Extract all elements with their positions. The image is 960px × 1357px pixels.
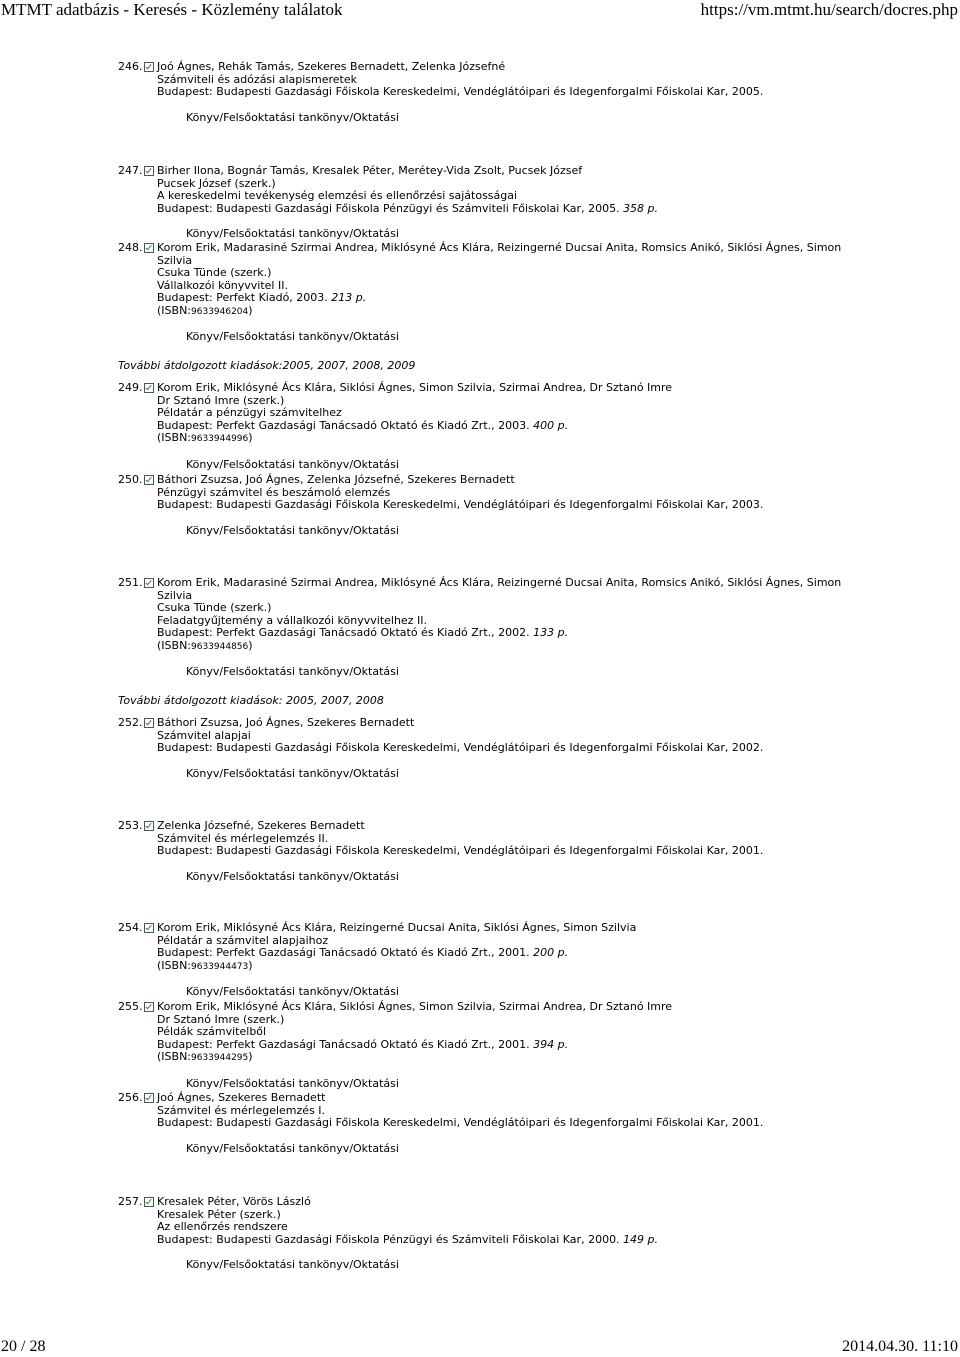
entry-editor: Csuka Tünde (szerk.) <box>157 601 272 614</box>
list-item <box>118 922 938 999</box>
select-checkbox[interactable] <box>144 718 154 728</box>
page-url: https://vm.mtmt.hu/search/docres.php <box>700 0 958 19</box>
list-item <box>118 717 938 780</box>
entry-publisher: Budapest: Perfekt Gazdasági Tanácsadó Oktató és Kiadó Zrt., 2001. <box>157 1037 530 1051</box>
entry-publisher: Budapest: Perfekt Kiadó, 2003. <box>157 291 328 304</box>
select-checkbox[interactable] <box>144 475 154 485</box>
list-item <box>118 242 938 372</box>
list-item <box>118 820 938 883</box>
list-item <box>118 165 938 241</box>
isbn-link[interactable]: 9633944473 <box>191 961 249 972</box>
entry-publisher: Budapest: Budapesti Gazdasági Főiskola Kereskedelmi, Vendéglátóipari és Idegenforgalmi Főiskolai Kar, 2005. <box>157 85 764 98</box>
entry-category: Könyv/Felsőoktatási tankönyv/Oktatási <box>186 523 399 537</box>
select-checkbox[interactable] <box>144 578 154 588</box>
select-checkbox[interactable] <box>144 1093 154 1103</box>
entry-pages: 149 p. <box>623 1232 659 1246</box>
entry-authors: Birher Ilona, Bognár Tamás, Kresalek Péter, Merétey-Vida Zsolt, Pucsek József <box>157 164 583 177</box>
entry-category: Könyv/Felsőoktatási tankönyv/Oktatási <box>186 985 399 998</box>
entry-number: 250. <box>118 473 143 486</box>
isbn-label: (ISBN: <box>157 303 191 317</box>
select-checkbox[interactable] <box>144 383 154 393</box>
list-item <box>118 577 938 707</box>
entry-publisher: Budapest: Budapesti Gazdasági Főiskola Pénzügyi és Számviteli Főiskolai Kar, 2000. <box>157 1232 620 1246</box>
entry-number: 251. <box>118 576 143 589</box>
entry-authors: Korom Erik, Miklósyné Ács Klára, Reizingerné Ducsai Anita, Siklósi Ágnes, Simon Szilvia <box>157 921 637 934</box>
entry-category: Könyv/Felsőoktatási tankönyv/Oktatási <box>186 110 399 124</box>
entry-authors: Báthori Zsuzsa, Joó Ágnes, Zelenka Józsefné, Szekeres Bernadett <box>157 473 515 486</box>
entry-title: Számvitel és mérlegelemzés I. <box>157 1103 326 1117</box>
entry-authors: Korom Erik, Miklósyné Ács Klára, Siklósi Ágnes, Simon Szilvia, Szirmai Andrea, Dr Sztanó Imre <box>157 381 673 394</box>
entry-publisher: Budapest: Budapesti Gazdasági Főiskola Kereskedelmi, Vendéglátóipari és Idegenforgalmi Főiskolai Kar, 2003. <box>157 498 764 511</box>
entry-category: Könyv/Felsőoktatási tankönyv/Oktatási <box>186 1076 399 1090</box>
entry-title: Számvitel alapjai <box>157 728 251 742</box>
isbn-label: (ISBN: <box>157 431 191 444</box>
select-checkbox[interactable] <box>144 243 154 253</box>
select-checkbox[interactable] <box>144 166 154 176</box>
list-item <box>118 1196 938 1272</box>
entry-authors-cont: Szilvia <box>157 253 193 267</box>
isbn-close: ) <box>248 1050 253 1063</box>
isbn-close: ) <box>248 638 253 652</box>
entry-category: Könyv/Felsőoktatási tankönyv/Oktatási <box>186 330 399 343</box>
entry-number: 257. <box>118 1195 143 1208</box>
entry-category: Könyv/Felsőoktatási tankönyv/Oktatási <box>186 457 399 471</box>
entry-number: 246. <box>118 60 143 73</box>
entry-publisher: Budapest: Budapesti Gazdasági Főiskola Kereskedelmi, Vendéglátóipari és Idegenforgalmi Főiskolai Kar, 2001. <box>157 1116 764 1129</box>
select-checkbox[interactable] <box>144 1197 154 1207</box>
entry-title: Példatár a pénzügyi számvitelhez <box>157 406 342 419</box>
page-title: MTMT adatbázis - Keresés - Közlemény találatok <box>1 0 343 19</box>
entry-category: Könyv/Felsőoktatási tankönyv/Oktatási <box>186 227 399 240</box>
isbn-label: (ISBN: <box>157 1050 191 1063</box>
entry-number: 247. <box>118 164 143 177</box>
entry-category: Könyv/Felsőoktatási tankönyv/Oktatási <box>186 665 399 678</box>
entry-title: Vállalkozói könyvvitel II. <box>157 278 288 292</box>
entry-number: 256. <box>118 1091 143 1104</box>
list-item <box>118 1001 938 1090</box>
entry-number: 252. <box>118 716 143 729</box>
isbn-link[interactable]: 9633944996 <box>191 434 249 444</box>
entry-pages: 400 p. <box>533 418 569 432</box>
entry-authors-cont: Szilvia <box>157 588 193 602</box>
entry-number: 255. <box>118 1000 143 1013</box>
entry-pages: 358 p. <box>623 201 659 215</box>
entry-title: Példatár a számvitel alapjaihoz <box>157 933 329 947</box>
further-editions: További átdolgozott kiadások:2005, 2007, 2008, 2009 <box>118 358 416 372</box>
entry-title: Példák számvitelből <box>157 1025 267 1038</box>
entry-pages: 200 p. <box>533 946 569 959</box>
entry-title: Pénzügyi számvitel és beszámoló elemzés <box>157 485 391 499</box>
select-checkbox[interactable] <box>144 62 154 72</box>
print-footer <box>0 1338 960 1357</box>
entry-publisher: Budapest: Perfekt Gazdasági Tanácsadó Oktató és Kiadó Zrt., 2002. <box>157 626 530 639</box>
isbn-close: ) <box>248 431 253 444</box>
entry-publisher: Budapest: Perfekt Gazdasági Tanácsadó Oktató és Kiadó Zrt., 2003. <box>157 418 530 432</box>
entry-number: 249. <box>118 381 143 394</box>
entry-number: 253. <box>118 819 143 832</box>
entry-authors: Joó Ágnes, Szekeres Bernadett <box>157 1091 326 1104</box>
entry-pages: 133 p. <box>533 626 569 639</box>
list-item <box>118 474 938 537</box>
entry-authors: Joó Ágnes, Rehák Tamás, Szekeres Bernadett, Zelenka Józsefné <box>157 60 506 73</box>
entry-publisher: Budapest: Perfekt Gazdasági Tanácsadó Oktató és Kiadó Zrt., 2001. <box>157 946 530 959</box>
isbn-close: ) <box>248 303 253 317</box>
page-counter: 20 / 28 <box>1 1338 46 1355</box>
entry-title: Számviteli és adózási alapismeretek <box>157 72 358 86</box>
entry-authors: Korom Erik, Madarasiné Szirmai Andrea, Miklósyné Ács Klára, Reizingerné Ducsai Anita, Romsics Anikó, Siklósi Ágnes, Simon <box>157 241 842 254</box>
entry-authors: Kresalek Péter, Vörös László <box>157 1195 311 1208</box>
entry-title: Feladatgyűjtemény a vállalkozói könyvvitelhez II. <box>157 613 427 627</box>
entry-number: 254. <box>118 921 143 934</box>
entry-authors: Báthori Zsuzsa, Joó Ágnes, Szekeres Bernadett <box>157 716 415 729</box>
further-editions: További átdolgozott kiadások: 2005, 2007, 2008 <box>118 693 384 707</box>
entry-publisher: Budapest: Budapesti Gazdasági Főiskola Pénzügyi és Számviteli Főiskolai Kar, 2005. <box>157 201 620 215</box>
entry-editor: Kresalek Péter (szerk.) <box>157 1207 281 1221</box>
entry-authors: Zelenka Józsefné, Szekeres Bernadett <box>157 819 365 832</box>
select-checkbox[interactable] <box>144 923 154 933</box>
print-datetime: 2014.04.30. 11:10 <box>842 1338 958 1355</box>
list-item <box>118 382 938 471</box>
entry-pages: 394 p. <box>533 1037 569 1051</box>
list-item <box>118 61 938 124</box>
isbn-close: ) <box>248 958 253 972</box>
entry-category: Könyv/Felsőoktatási tankönyv/Oktatási <box>186 1258 399 1271</box>
entry-title: Számvitel és mérlegelemzés II. <box>157 831 329 845</box>
entry-editor: Pucsek József (szerk.) <box>157 176 276 190</box>
entry-editor: Dr Sztanó Imre (szerk.) <box>157 1012 285 1026</box>
entry-number: 248. <box>118 241 143 254</box>
entry-category: Könyv/Felsőoktatási tankönyv/Oktatási <box>186 1141 399 1155</box>
entry-authors: Korom Erik, Madarasiné Szirmai Andrea, Miklósyné Ács Klára, Reizingerné Ducsai Anita, Romsics Anikó, Siklósi Ágnes, Simon <box>157 576 842 589</box>
isbn-label: (ISBN: <box>157 958 191 972</box>
select-checkbox[interactable] <box>144 821 154 831</box>
entry-title: Az ellenőrzés rendszere <box>157 1220 288 1233</box>
select-checkbox[interactable] <box>144 1002 154 1012</box>
entry-publisher: Budapest: Budapesti Gazdasági Főiskola Kereskedelmi, Vendéglátóipari és Idegenforgalmi Főiskolai Kar, 2002. <box>157 741 764 754</box>
isbn-link[interactable]: 9633944856 <box>191 641 249 652</box>
entry-pages: 213 p. <box>331 291 367 304</box>
print-header <box>0 0 960 20</box>
entry-publisher: Budapest: Budapesti Gazdasági Főiskola Kereskedelmi, Vendéglátóipari és Idegenforgalmi Főiskolai Kar, 2001. <box>157 844 764 857</box>
entry-editor: Csuka Tünde (szerk.) <box>157 266 272 279</box>
entry-editor: Dr Sztanó Imre (szerk.) <box>157 393 285 407</box>
list-item <box>118 1092 938 1155</box>
isbn-link[interactable]: 9633944295 <box>191 1053 249 1063</box>
entry-authors: Korom Erik, Miklósyné Ács Klára, Siklósi Ágnes, Simon Szilvia, Szirmai Andrea, Dr Sztanó Imre <box>157 1000 673 1013</box>
isbn-label: (ISBN: <box>157 638 191 652</box>
entry-category: Könyv/Felsőoktatási tankönyv/Oktatási <box>186 869 399 883</box>
isbn-link[interactable]: 9633946204 <box>191 306 249 317</box>
entry-category: Könyv/Felsőoktatási tankönyv/Oktatási <box>186 766 399 780</box>
entry-title: A kereskedelmi tevékenység elemzési és ellenőrzési sajátosságai <box>157 189 518 202</box>
